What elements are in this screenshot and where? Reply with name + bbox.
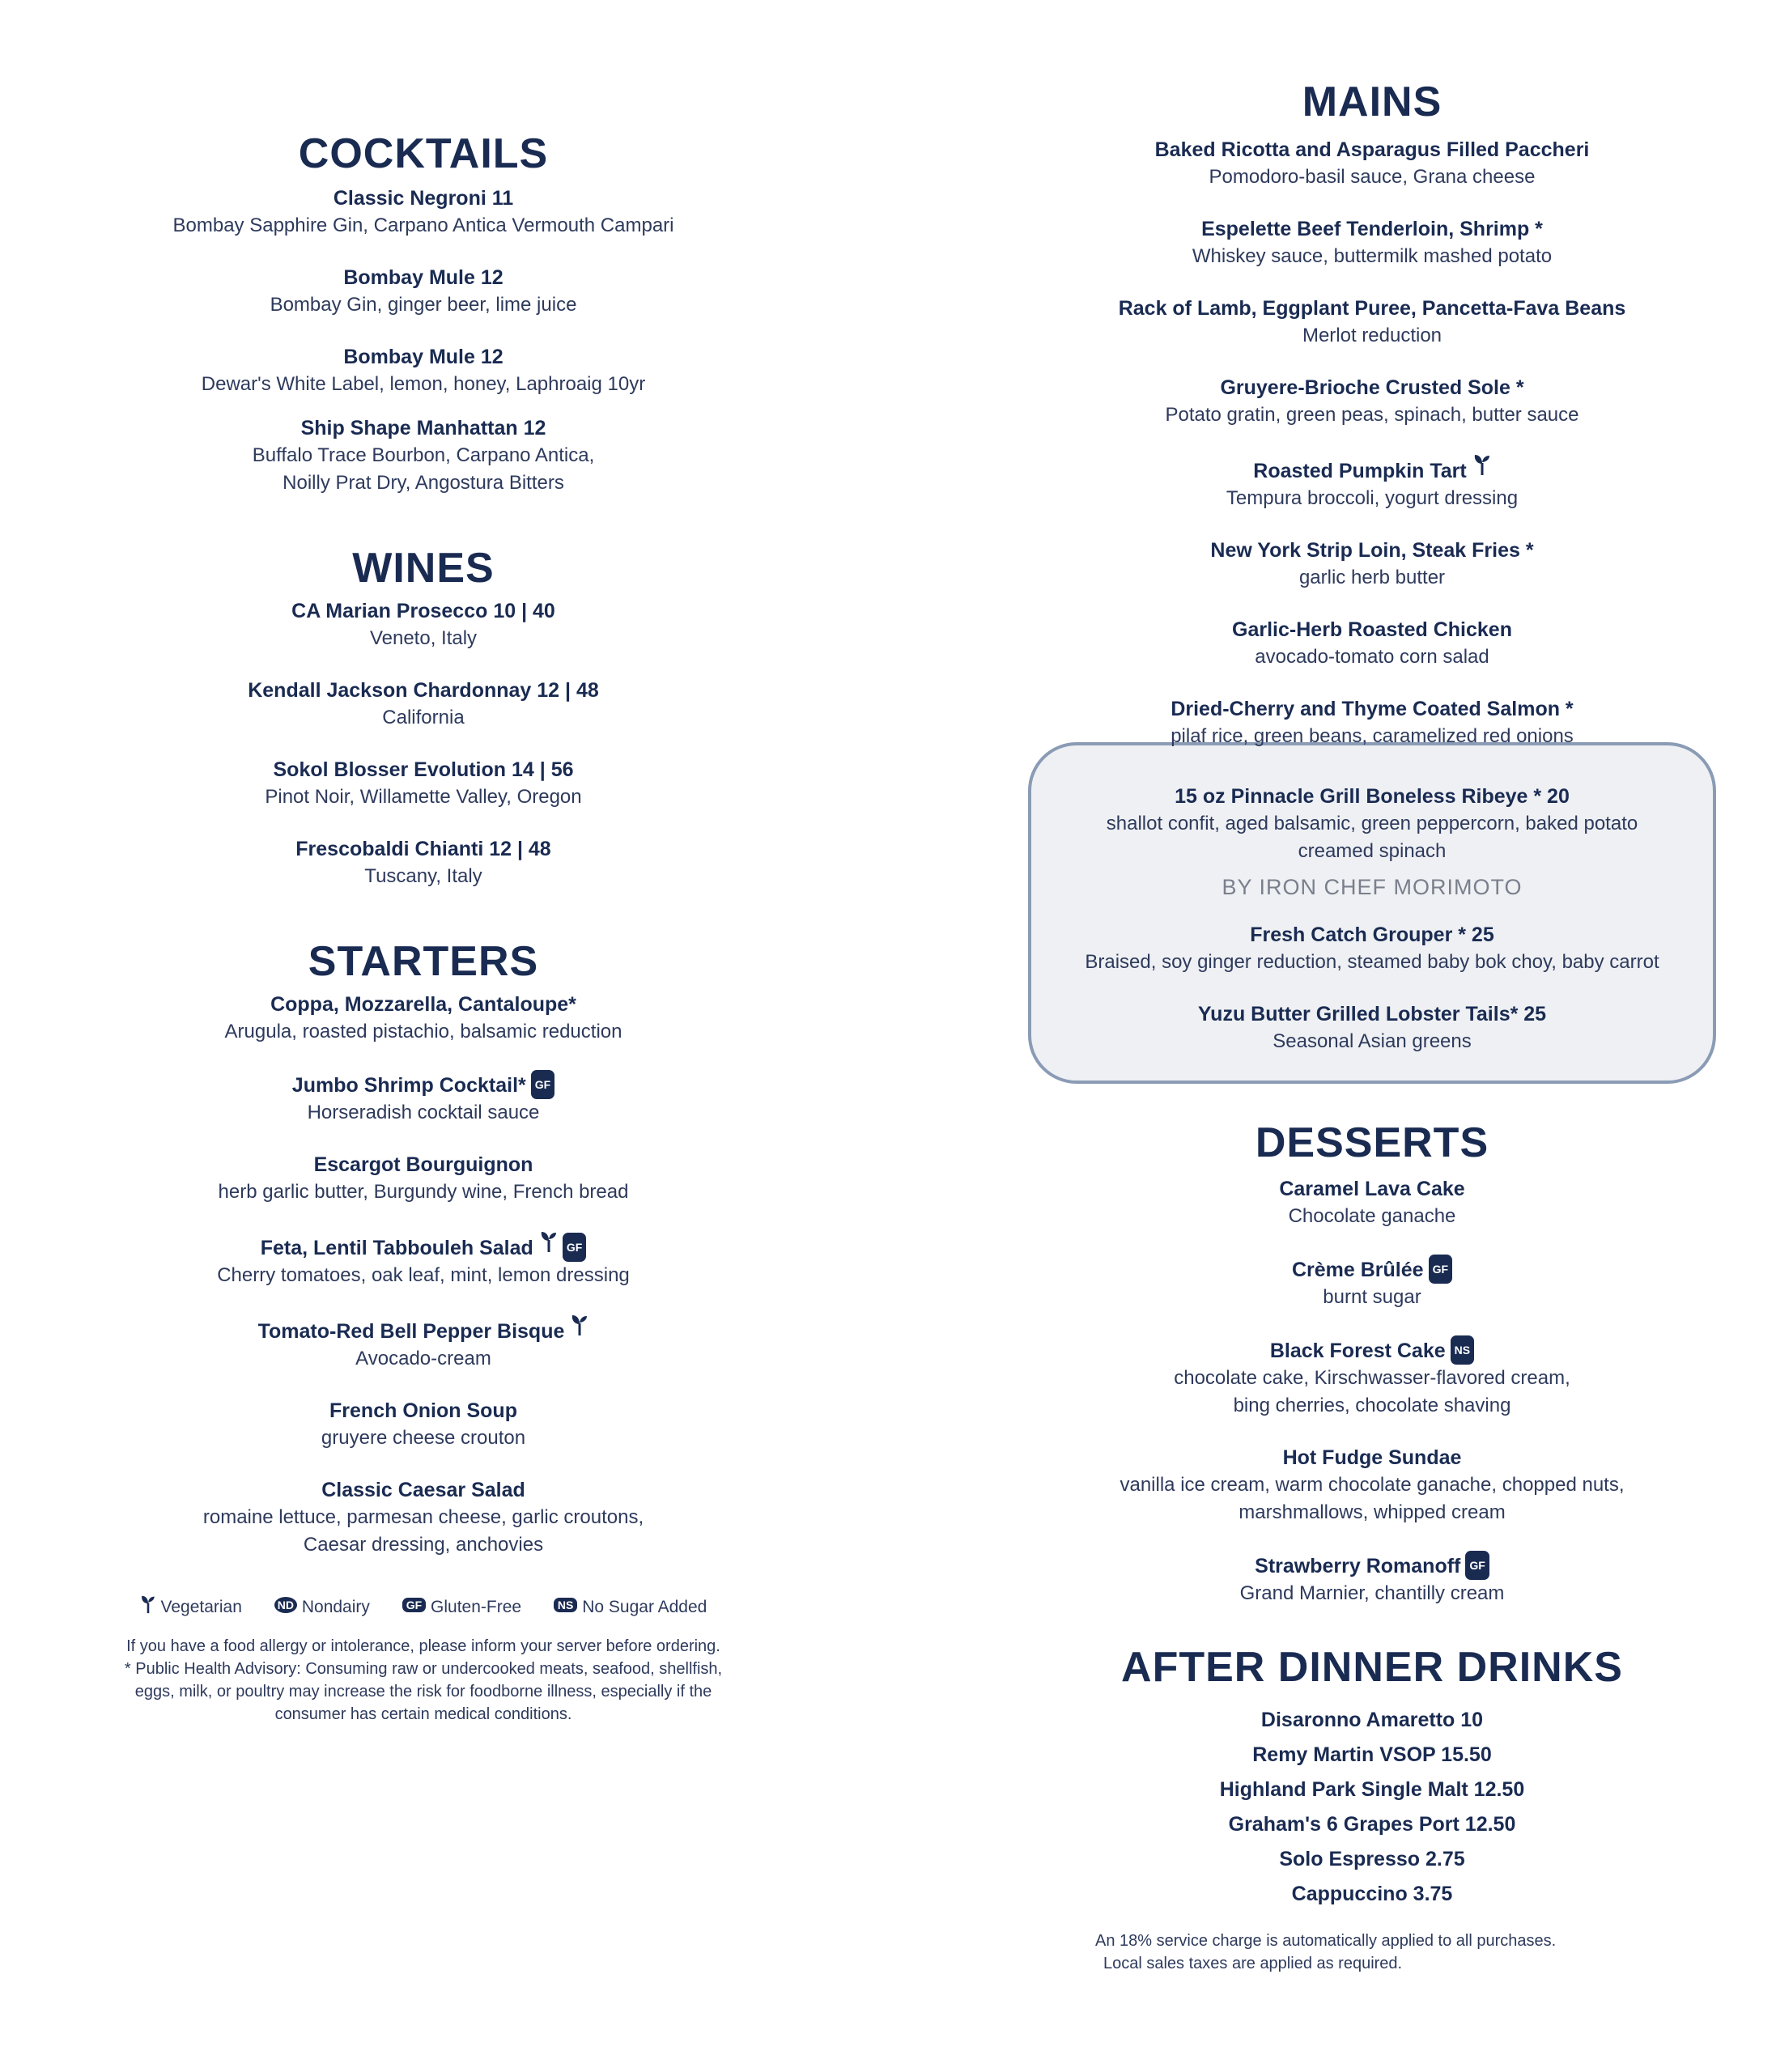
item-desc: Buffalo Trace Bourbon, Carpano Antica,: [252, 444, 595, 466]
gluten-free-badge-icon: GF: [1465, 1551, 1489, 1580]
menu-item: [927, 215, 1776, 270]
drink-item: Disaronno Amaretto 10: [1260, 1709, 1484, 1731]
menu-item: [927, 616, 1776, 671]
item-desc: Seasonal Asian greens: [1273, 1030, 1472, 1052]
item-desc: Whiskey sauce, buttermilk mashed potato: [1192, 245, 1553, 267]
menu-item: [0, 597, 847, 652]
item-name: 15 oz Pinnacle Grill Boneless Ribeye * 20: [1175, 785, 1570, 808]
gluten-free-badge-icon: GF: [1429, 1255, 1452, 1284]
nondairy-badge-icon: ND: [274, 1597, 297, 1613]
item-desc: Bombay Sapphire Gin, Carpano Antica Vermouth Campari: [172, 214, 674, 236]
menu-item: [0, 264, 847, 319]
service-charge-note: An 18% service charge is automatically applied to all purchases. Local sales taxes are applied as required.: [1095, 1932, 1557, 1972]
gluten-free-badge-icon: GF: [402, 1598, 426, 1612]
menu-item: [927, 1175, 1776, 1230]
item-desc: garlic herb butter: [1298, 567, 1446, 588]
item-name: Classic Caesar Salad: [321, 1479, 525, 1501]
item-desc: vanilla ice cream, warm chocolate ganache, chopped nuts,: [1120, 1474, 1625, 1496]
menu-item: [0, 1151, 847, 1206]
item-desc: Caesar dressing, anchovies: [303, 1534, 544, 1556]
legend-no-sugar: NS No Sugar Added: [549, 1598, 707, 1616]
item-desc: avocado-tomato corn salad: [1255, 646, 1489, 668]
item-desc: chocolate cake, Kirschwasser-flavored cream,: [1174, 1367, 1570, 1389]
menu-item: [0, 414, 847, 497]
item-desc: Braised, soy ginger reduction, steamed baby bok choy, baby carrot: [1085, 951, 1659, 973]
item-desc: Noilly Prat Dry, Angostura Bitters: [283, 472, 564, 494]
item-name: Yuzu Butter Grilled Lobster Tails* 25: [1197, 1003, 1547, 1025]
after-dinner-list: [927, 1703, 1776, 1912]
item-name: Tomato-Red Bell Pepper Bisque: [257, 1320, 565, 1343]
menu-item: [0, 677, 847, 732]
menu-item: [0, 1397, 847, 1452]
item-desc: bing cherries, chocolate shaving: [1233, 1395, 1511, 1416]
item-desc: romaine lettuce, parmesan cheese, garlic croutons,: [202, 1506, 644, 1528]
item-desc: Pinot Noir, Willamette Valley, Oregon: [265, 786, 582, 808]
menu-item: [0, 343, 847, 398]
menu-item: [927, 537, 1776, 592]
item-desc: herb garlic butter, Burgundy wine, French bread: [218, 1181, 629, 1203]
legend-vegetarian: Vegetarian: [140, 1598, 242, 1616]
menu-item: [0, 991, 847, 1046]
item-desc: shallot confit, aged balsamic, green peppercorn, baked potato: [1106, 813, 1638, 834]
item-name: Baked Ricotta and Asparagus Filled Paccheri: [1154, 138, 1590, 161]
item-desc: Bombay Gin, ginger beer, lime juice: [270, 294, 577, 316]
item-name: Bombay Mule 12: [343, 346, 503, 368]
menu-item: [927, 136, 1776, 191]
item-name: Jumbo Shrimp Cocktail*: [291, 1074, 526, 1097]
item-name: Caramel Lava Cake: [1279, 1178, 1465, 1200]
vegetarian-leaf-icon: [540, 1230, 558, 1260]
no-sugar-badge-icon: NS: [554, 1598, 577, 1612]
drink-item: Highland Park Single Malt 12.50: [1219, 1778, 1525, 1801]
menu-item: [927, 453, 1776, 512]
drink-item: Remy Martin VSOP 15.50: [1252, 1743, 1492, 1766]
item-desc: Grand Marnier, chantilly cream: [1239, 1582, 1505, 1604]
menu-item: [0, 835, 847, 890]
desserts-heading: DESSERTS: [1255, 1119, 1489, 1166]
item-desc: Avocado-cream: [355, 1348, 491, 1369]
no-sugar-badge-icon: NS: [1451, 1335, 1474, 1365]
item-name: New York Strip Loin, Steak Fries *: [1210, 539, 1534, 562]
wines-heading: WINES: [352, 545, 495, 592]
vegetarian-leaf-icon: [140, 1594, 156, 1614]
chef-byline: BY IRON CHEF MORIMOTO: [1222, 875, 1523, 899]
menu-item: [0, 756, 847, 811]
item-desc: Horseradish cocktail sauce: [307, 1102, 540, 1123]
drink-item: Graham's 6 Grapes Port 12.50: [1228, 1813, 1516, 1836]
legend-gluten-free: GF Gluten-Free: [397, 1598, 521, 1616]
item-name: Roasted Pumpkin Tart: [1253, 460, 1467, 482]
item-desc: Dewar's White Label, lemon, honey, Laphroaig 10yr: [201, 373, 646, 395]
item-desc: burnt sugar: [1323, 1286, 1421, 1308]
item-name: Fresh Catch Grouper * 25: [1250, 923, 1494, 946]
item-desc: gruyere cheese crouton: [321, 1427, 526, 1449]
menu-item: [927, 1335, 1776, 1420]
item-name: Dried-Cherry and Thyme Coated Salmon *: [1171, 698, 1574, 720]
drink-item: Solo Espresso 2.75: [1279, 1848, 1465, 1870]
item-name-row: [0, 1230, 847, 1262]
menu-item: [0, 185, 847, 240]
vegetarian-leaf-icon: [1473, 453, 1491, 483]
menu-item: [0, 1230, 847, 1289]
menu-item: [0, 1314, 847, 1373]
item-desc: pilaf rice, green beans, caramelized red onions: [1171, 725, 1574, 747]
item-name: Strawberry Romanoff: [1255, 1555, 1461, 1577]
allergy-disclaimer: If you have a food allergy or intolerance, please inform your server before ordering. * Public Health Advisory: Consuming raw or undercooked meats, seafood, shellfish, eggs, milk, or poultry may increase the risk for foodborne illness, especially if the consumer has certain medical conditions.: [124, 1637, 723, 1723]
menu-item: [927, 695, 1776, 750]
item-desc: Chocolate ganache: [1288, 1205, 1456, 1227]
starters-heading: STARTERS: [308, 938, 539, 985]
item-name: Crème Brûlée: [1291, 1259, 1424, 1281]
menu-item: [927, 295, 1776, 350]
item-name-row: [0, 1070, 847, 1099]
item-name: Classic Negroni 11: [333, 187, 514, 210]
item-desc: Pomodoro-basil sauce, Grana cheese: [1209, 166, 1536, 188]
menu-item-grouper: [927, 921, 1776, 976]
dietary-legend: [0, 1594, 847, 1617]
item-desc: Veneto, Italy: [369, 627, 478, 649]
item-desc: Potato gratin, green peas, spinach, butter sauce: [1165, 404, 1579, 426]
item-name: Escargot Bourguignon: [313, 1153, 533, 1176]
item-name: Bombay Mule 12: [343, 266, 503, 289]
item-name: Black Forest Cake: [1269, 1340, 1446, 1362]
item-desc: California: [382, 707, 465, 728]
item-name: French Onion Soup: [329, 1399, 517, 1422]
menu-item: [927, 1444, 1776, 1526]
item-name-row: [927, 453, 1776, 485]
item-name-row: [927, 1335, 1776, 1365]
item-name: Sokol Blosser Evolution 14 | 56: [273, 758, 574, 781]
item-name: Feta, Lentil Tabbouleh Salad: [260, 1237, 533, 1259]
item-desc: Tuscany, Italy: [364, 865, 482, 887]
mains-heading: MAINS: [1302, 79, 1442, 125]
gluten-free-badge-icon: GF: [563, 1233, 586, 1262]
item-desc: creamed spinach: [1298, 840, 1447, 862]
vegetarian-leaf-icon: [571, 1314, 588, 1344]
item-desc: Cherry tomatoes, oak leaf, mint, lemon dressing: [217, 1264, 630, 1286]
item-name: Espelette Beef Tenderloin, Shrimp *: [1201, 218, 1543, 240]
item-desc: Tempura broccoli, yogurt dressing: [1226, 487, 1519, 509]
item-name: Garlic-Herb Roasted Chicken: [1232, 618, 1512, 641]
item-name: Coppa, Mozzarella, Cantaloupe*: [270, 993, 576, 1016]
item-name-row: [927, 1255, 1776, 1284]
item-desc: marshmallows, whipped cream: [1239, 1501, 1506, 1523]
menu-item: [927, 374, 1776, 429]
item-name: Frescobaldi Chianti 12 | 48: [295, 838, 551, 860]
item-name-row: [0, 1314, 847, 1345]
menu-item: [927, 1255, 1776, 1311]
menu-item: [0, 1476, 847, 1559]
menu-item: [0, 1070, 847, 1127]
right-column: [927, 78, 1776, 1975]
after-dinner-heading: AFTER DINNER DRINKS: [1121, 1644, 1623, 1691]
item-name: Ship Shape Manhattan 12: [300, 417, 546, 439]
menu-item: [927, 1551, 1776, 1607]
item-name: Hot Fudge Sundae: [1282, 1446, 1462, 1469]
menu-item-ribeye: [927, 783, 1776, 865]
drink-item: Cappuccino 3.75: [1291, 1883, 1453, 1905]
left-column: [0, 130, 847, 1726]
legend-nondairy: ND Nondairy: [270, 1598, 370, 1616]
item-name: CA Marian Prosecco 10 | 40: [291, 600, 555, 622]
item-name: Kendall Jackson Chardonnay 12 | 48: [248, 679, 599, 702]
gluten-free-badge-icon: GF: [531, 1070, 554, 1099]
item-name-row: [927, 1551, 1776, 1580]
item-name: Rack of Lamb, Eggplant Puree, Pancetta-Fava Beans: [1118, 297, 1626, 320]
item-desc: Arugula, roasted pistachio, balsamic reduction: [224, 1021, 622, 1042]
item-desc: Merlot reduction: [1302, 325, 1442, 346]
menu-item-lobster: [927, 1000, 1776, 1055]
item-name: Gruyere-Brioche Crusted Sole *: [1220, 376, 1524, 399]
cocktails-heading: COCKTAILS: [298, 130, 549, 177]
